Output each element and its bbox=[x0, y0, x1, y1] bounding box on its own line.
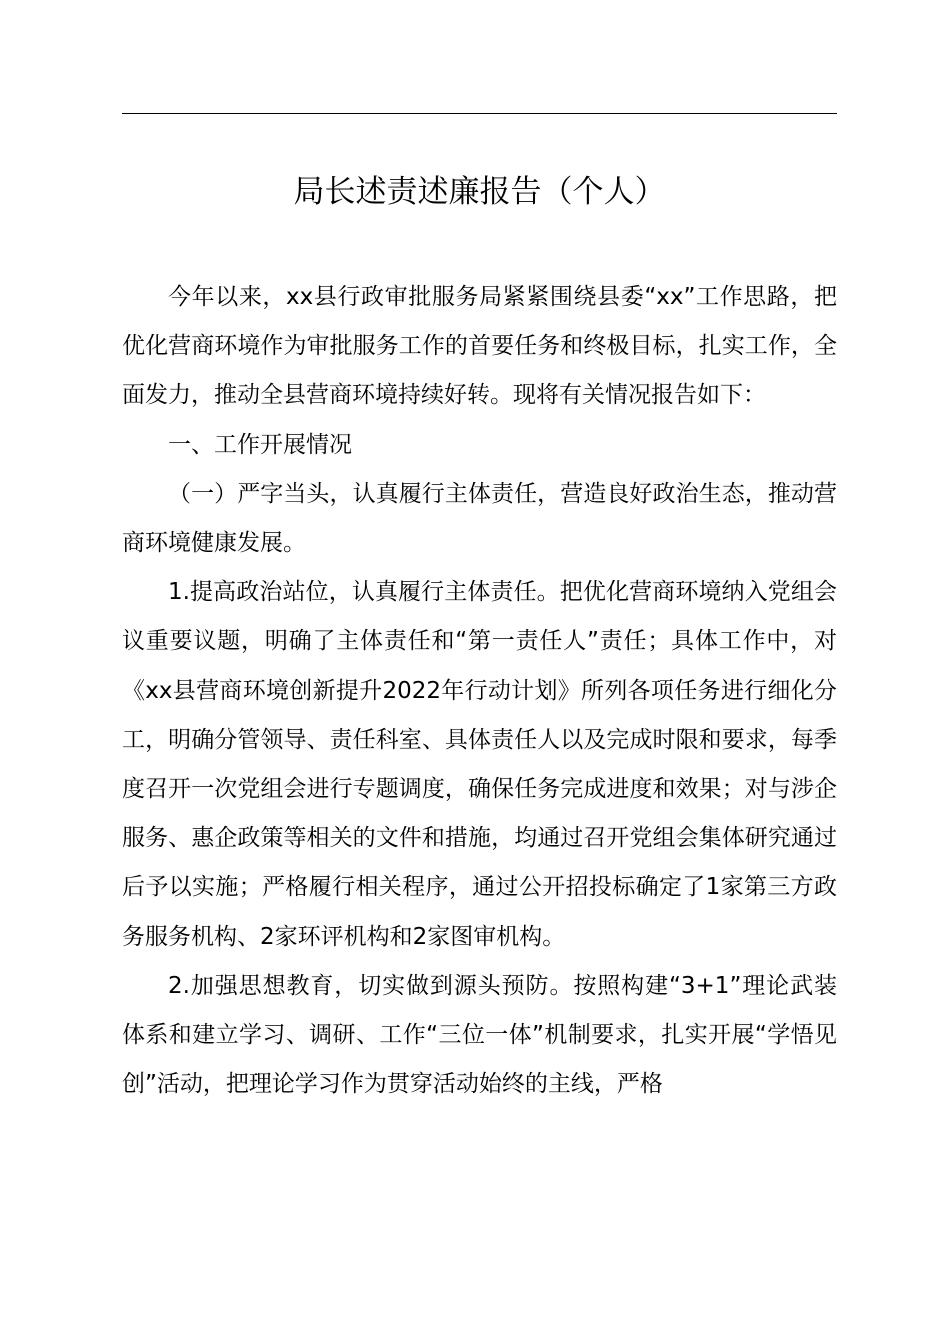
paragraph-intro: 今年以来，xx县行政审批服务局紧紧围绕县委“xx”工作思路，把优化营商环境作为审批服务工作的首要任务和终极目标，扎实工作，全面发力，推动全县营商环境持续好转。现将有关情况报告如下： bbox=[122, 284, 837, 409]
header-rule bbox=[122, 113, 837, 114]
section-heading: 一、工作开展情况 bbox=[168, 431, 352, 458]
paragraph-item-1: 1.提高政治站位，认真履行主体责任。把优化营商环境纳入党组会议重要议题，明确了主体责任和“第一责任人”责任；具体工作中，对《xx县营商环境创新提升2022年行动计划》所列各项任务进行细化分工，明确分管领导、责任科室、具体责任人以及完成时限和要求，每季度召开一次党组会进行专题调度，确保任务完成进度和效果；对与涉企服务、惠企政策等相关的文件和措施，均通过召开党组会集体研究通过后予以实施；严格履行相关程序，通过公开招投标确定了1家第三方政务服务机构、2家环评机构和2家图审机构。 bbox=[122, 579, 837, 950]
paragraph-item-2: 2.加强思想教育，切实做到源头预防。按照构建“3+1”理论武装体系和建立学习、调研、工作“三位一体”机制要求，扎实开展“学悟见创”活动，把理论学习作为贯穿活动始终的主线，严格 bbox=[122, 972, 837, 1098]
document-body bbox=[122, 273, 837, 1109]
document-title: 局长述责述廉报告（个人） bbox=[293, 174, 666, 210]
subsection-heading: （一）严字当头，认真履行主体责任，营造良好政治生态，推动营商环境健康发展。 bbox=[122, 480, 837, 557]
